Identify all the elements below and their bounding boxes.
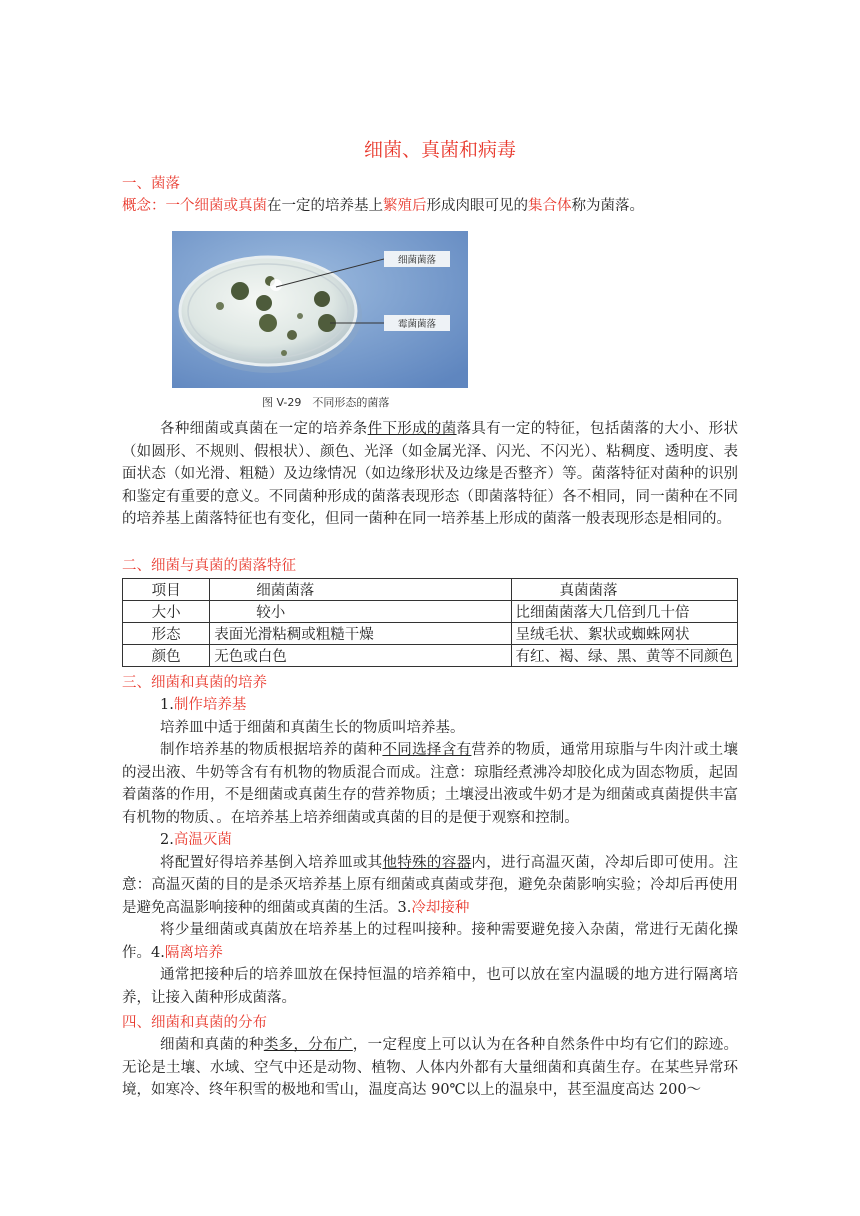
concept-part: 一个细菌或真菌	[165, 198, 267, 214]
text-run: 落具有一定的特征，包括菌落的大小、形状（如圆形、不规则、假根状）、颜色、光泽（如金属光泽、闪光、不闪光）、粘稠度、透明度、表面状态（如光滑、粗糙）及边缘情况（如边缘形状及边缘是否整齐）等。菌落特征对菌种的识别和鉴定有重要的意义。不同菌种形成的菌落表现形态（即菌落特征）各不相同，同一菌种在不同的培养基上菌落特征也有变化，但同一菌种在同一培养基上形成的菌落一般表现形态是相同的。	[122, 421, 739, 527]
table-row	[123, 623, 738, 645]
table-cell: 比细菌菌落大几倍到几十倍	[511, 601, 738, 623]
table-cell: 较小	[210, 601, 511, 623]
text-run: 将配置好得培养基倒入培养皿或其	[160, 854, 383, 871]
step-title: 高温灭菌	[173, 832, 232, 848]
table-cell: 呈绒毛状、絮状或蜘蛛网状	[511, 623, 738, 645]
figure-caption: 图 V-29 不同形态的菌落	[262, 396, 390, 409]
text-run: ，一定程度上可以认为在各种自然条件中均有它们的踪迹。无论是土壤、水域、空气中还是动物、植物、人体内外都有大量细菌和真菌生存。在某些异常环境，如寒冷、终年积雪的极地和雪山，温度高达 90℃以上的温泉中，甚至温度高达 200～	[122, 1037, 739, 1098]
figure-label-fungi: 霉菌菌落	[397, 319, 437, 330]
table-cell: 大小	[123, 601, 210, 623]
concept-part: 繁殖后	[383, 198, 427, 214]
petri-dish-illustration	[172, 231, 468, 388]
text-run: 营养的物质，通常用琼脂与牛肉汁或土壤的浸出液、牛奶等含有有机物的物质混合而成。注意：琼脂经煮沸冷却胶化成为固态物质，起固着菌落的作用，不是细菌或真菌生存的营养物质；土壤浸出液或牛奶才是为细菌或真菌提供丰富有机物的物质、。在培养基上培养细菌或真菌的目的是便于观察和控制。	[122, 742, 739, 826]
underlined-text: 他特殊的容器	[382, 854, 472, 871]
text-run: 制作培养基的物质根据培养的菌种	[160, 742, 383, 758]
underlined-text: 件下形成的菌	[367, 421, 457, 437]
table-cell: 有红、褐、绿、黑、黄等不同颜色	[511, 645, 738, 667]
step-title: 制作培养基	[173, 697, 247, 713]
culture-medium-definition: 培养皿中适于细菌和真菌生长的物质叫培养基。	[160, 719, 465, 736]
table-row	[123, 601, 738, 623]
underlined-text: 类多，分布广	[263, 1037, 353, 1053]
section-heading-culture: 三、细菌和真菌的培养	[122, 675, 267, 691]
text-run: 各种细菌或真菌在一定的培养条	[160, 421, 368, 437]
page-title: 细菌、真菌和病毒	[363, 139, 516, 161]
table-cell: 颜色	[123, 645, 210, 667]
table-cell: 表面光滑粘稠或粗糙干燥	[210, 623, 511, 645]
table-row	[123, 645, 738, 667]
table-header-row	[123, 579, 738, 601]
colony-comparison-table	[122, 578, 738, 667]
text-run: 细菌和真菌的种	[160, 1037, 264, 1053]
isolation-paragraph: 通常把接种后的培养皿放在保持恒温的培养箱中，也可以放在室内温暖的地方进行隔离培养，让接入菌种形成菌落。	[122, 967, 738, 1006]
concept-part: 称为菌落。	[571, 198, 644, 214]
table-cell: 形态	[123, 623, 210, 645]
colony-paragraph	[122, 418, 738, 531]
distribution-paragraph	[122, 1034, 738, 1102]
petri-dish-photo	[172, 231, 468, 388]
concept-line	[122, 196, 738, 216]
step-number: 1.	[160, 697, 174, 713]
concept-part: 形成肉眼可见的	[426, 198, 528, 214]
concept-part: 在一定的培养基上	[267, 198, 383, 214]
step-number: 2.	[160, 832, 174, 848]
table-cell: 无色或白色	[210, 645, 511, 667]
step-number: 4.	[151, 944, 165, 961]
table-header-cell: 项目	[123, 579, 210, 601]
table-header-cell: 真菌菌落	[511, 579, 738, 601]
section-heading-features: 二、细菌与真菌的菌落特征	[122, 558, 296, 574]
section-heading-distribution: 四、细菌和真菌的分布	[122, 1015, 267, 1031]
table-header-cell: 细菌菌落	[210, 579, 511, 601]
underlined-text: 不同选择含有	[382, 742, 472, 758]
step-title: 隔离培养	[164, 944, 223, 961]
step-number: 3.	[397, 899, 412, 916]
text-run: 内，进行高温灭菌，冷却后即可使用。注意：高温灭菌的目的是杀灭培养基上原有细菌或真菌或芽孢，避免杂菌影响实验；冷却后再使用是避免高温影响接种的细菌或真菌的生活。	[122, 854, 739, 916]
section-heading-colony: 一、菌落	[122, 176, 180, 192]
concept-part: 集合体	[528, 198, 572, 214]
concept-label: 概念：	[122, 198, 166, 214]
culture-section-body	[122, 694, 738, 1009]
figure-label-bacteria: 细菌菌落	[397, 255, 437, 266]
step-title: 冷却接种	[411, 899, 470, 916]
text-run: 将少量细菌或真菌放在培养基上的过程叫接种。接种需要避免接入杂菌，常进行无菌化操作。	[122, 922, 738, 961]
